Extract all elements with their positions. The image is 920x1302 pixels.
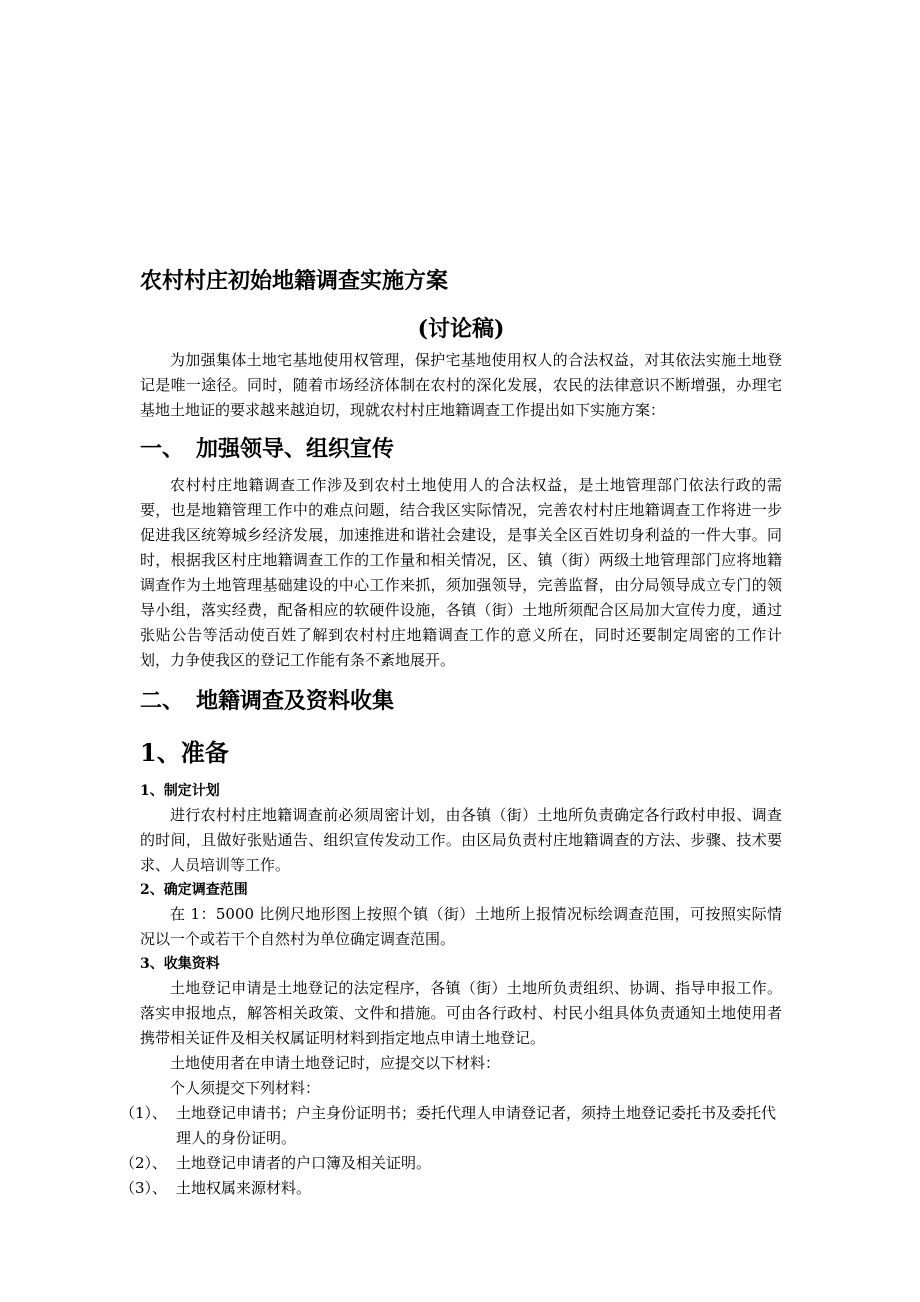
section-2-number: 二、 — [140, 688, 185, 714]
item-2-heading: 2、确定调查范围 — [140, 882, 248, 898]
item-3-paragraph-2: 土地使用者在申请土地登记时，应提交以下材料： — [170, 1054, 501, 1072]
list-item-marker: （3）、 — [120, 1179, 168, 1197]
item-1-heading: 1、制定计划 — [140, 783, 220, 799]
list-item-text: 土地登记申请书；户主身份证明书；委托代理人申请登记者，须持土地登记委托书及委托代理人的身份证明。 — [176, 1104, 777, 1147]
list-item-marker: （1）、 — [120, 1104, 168, 1122]
section-2-title: 地籍调查及资料收集 — [196, 688, 395, 714]
list-item-text: 土地权属来源材料。 — [176, 1179, 312, 1197]
list-item-marker: （2）、 — [120, 1154, 168, 1172]
item-3-heading: 3、收集资料 — [140, 956, 220, 972]
list-item — [120, 1101, 782, 1151]
document-title: 农村村庄初始地籍调查实施方案 — [140, 268, 449, 294]
item-3-paragraph-3: 个人须提交下列材料： — [170, 1079, 321, 1097]
list-item-text: 土地登记申请者的户口簿及相关证明。 — [176, 1154, 432, 1172]
intro-paragraph: 为加强集体土地宅基地使用权管理，保护宅基地使用权人的合法权益，对其依法实施土地登记是唯一途径。同时，随着市场经济体制在农村的深化发展，农民的法律意识不断增强，办理宅基地土地证的要求越来越迫切，现就农村村庄地籍调查工作提出如下实施方案： — [140, 351, 782, 419]
document-content — [120, 262, 782, 1201]
section-1-title: 加强领导、组织宣传 — [196, 436, 395, 462]
item-3-paragraph: 土地登记申请是土地登记的法定程序，各镇（街）土地所负责组织、协调、指导申报工作。落实申报地点，解答相关政策、文件和措施。可由各行政村、村民小组具体负责通知土地使用者携带相关证件及相关权属证明材料到指定地点申请土地登记。 — [140, 979, 782, 1047]
section-1-number: 一、 — [140, 436, 185, 462]
item-1-paragraph: 进行农村村庄地籍调查前必须周密计划，由各镇（街）土地所负责确定各行政村申报、调查的时间，且做好张贴通告、组织宣传发动工作。由区局负责村庄地籍调查的方法、步骤、技术要求、人员培训等工作。 — [140, 806, 782, 874]
list-item — [120, 1151, 782, 1176]
document-subtitle: (讨论稿) — [417, 316, 505, 342]
section-1-heading — [140, 429, 782, 469]
section-1-paragraph: 农村村庄地籍调查工作涉及到农村土地使用人的合法权益，是土地管理部门依法行政的需要，也是地籍管理工作中的难点问题，结合我区实际情况，完善农村村庄地籍调查工作将进一步促进我区统筹城乡经济发展，加速推进和谐社会建设，是事关全区百姓切身利益的一件大事。同时，根据我区村庄地籍调查工作的工作量和相关情况，区、镇（街）两级土地管理部门应将地籍调查作为土地管理基础建设的中心工作来抓，须加强领导，完善监督，由分局领导成立专门的领导小组，落实经费，配备相应的软硬件设施，各镇（街）土地所须配合区局加大宣传力度，通过张贴公告等活动使百姓了解到农村村庄地籍调查工作的意义所在，同时还要制定周密的工作计划，力争使我区的登记工作能有条不紊地展开。 — [140, 476, 782, 669]
section-2-heading — [140, 681, 782, 721]
list-item — [120, 1176, 782, 1201]
subsection-heading: 1、准备 — [140, 738, 229, 767]
item-2-paragraph: 在 1：5000 比例尺地形图上按照个镇（街）土地所上报情况标绘调查范围，可按照实际情况以一个或若干个自然村为单位确定调查范围。 — [140, 905, 782, 948]
